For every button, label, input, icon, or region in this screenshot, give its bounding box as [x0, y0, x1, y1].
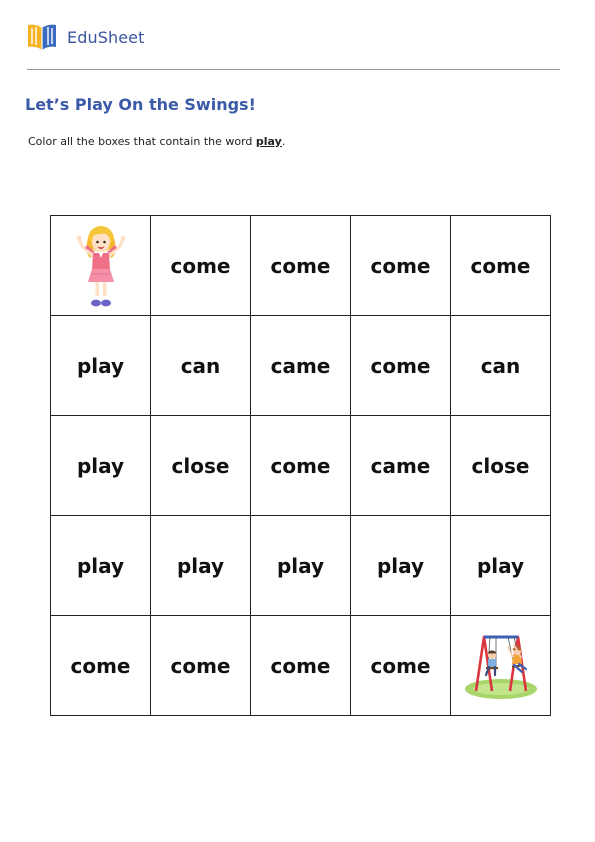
instruction-target-word: play — [255, 135, 282, 148]
grid-cell-word[interactable]: play — [251, 516, 351, 616]
open-book-icon — [26, 22, 58, 52]
grid-row — [51, 316, 551, 416]
grid-cell-word[interactable]: close — [451, 416, 551, 516]
grid-cell-word[interactable]: play — [151, 516, 251, 616]
grid-row — [51, 516, 551, 616]
page-title: Let’s Play On the Swings! — [25, 95, 256, 114]
grid-cell-word[interactable]: come — [351, 316, 451, 416]
grid-cell-word[interactable]: play — [351, 516, 451, 616]
instructions — [28, 135, 285, 148]
girl-cheering-icon — [71, 222, 131, 310]
header-divider — [27, 69, 560, 70]
instruction-suffix: . — [281, 135, 286, 148]
kids-on-swing-icon — [462, 631, 540, 701]
word-grid — [50, 215, 551, 716]
grid-cell-word[interactable]: can — [451, 316, 551, 416]
grid-cell-word[interactable]: came — [251, 316, 351, 416]
grid-cell-image[interactable] — [451, 616, 551, 716]
grid-cell-word[interactable]: come — [151, 616, 251, 716]
grid-row — [51, 416, 551, 516]
brand-name: EduSheet — [67, 27, 145, 47]
grid-cell-word[interactable]: come — [251, 416, 351, 516]
grid-cell-word[interactable]: play — [51, 316, 151, 416]
grid-cell-word[interactable]: come — [451, 216, 551, 316]
grid-cell-word[interactable]: come — [251, 216, 351, 316]
grid-cell-word[interactable]: come — [51, 616, 151, 716]
header — [26, 20, 144, 54]
grid-cell-word[interactable]: play — [51, 416, 151, 516]
grid-cell-image[interactable] — [51, 216, 151, 316]
grid-cell-word[interactable]: came — [351, 416, 451, 516]
grid-cell-word[interactable]: play — [451, 516, 551, 616]
grid-cell-word[interactable]: come — [351, 216, 451, 316]
grid-cell-word[interactable]: come — [251, 616, 351, 716]
grid-row — [51, 216, 551, 316]
grid-cell-word[interactable]: come — [151, 216, 251, 316]
grid-cell-word[interactable]: come — [351, 616, 451, 716]
grid-cell-word[interactable]: close — [151, 416, 251, 516]
grid-cell-word[interactable]: play — [51, 516, 151, 616]
grid-cell-word[interactable]: can — [151, 316, 251, 416]
instruction-text: Color all the boxes that contain the word — [28, 135, 256, 148]
grid-row — [51, 616, 551, 716]
